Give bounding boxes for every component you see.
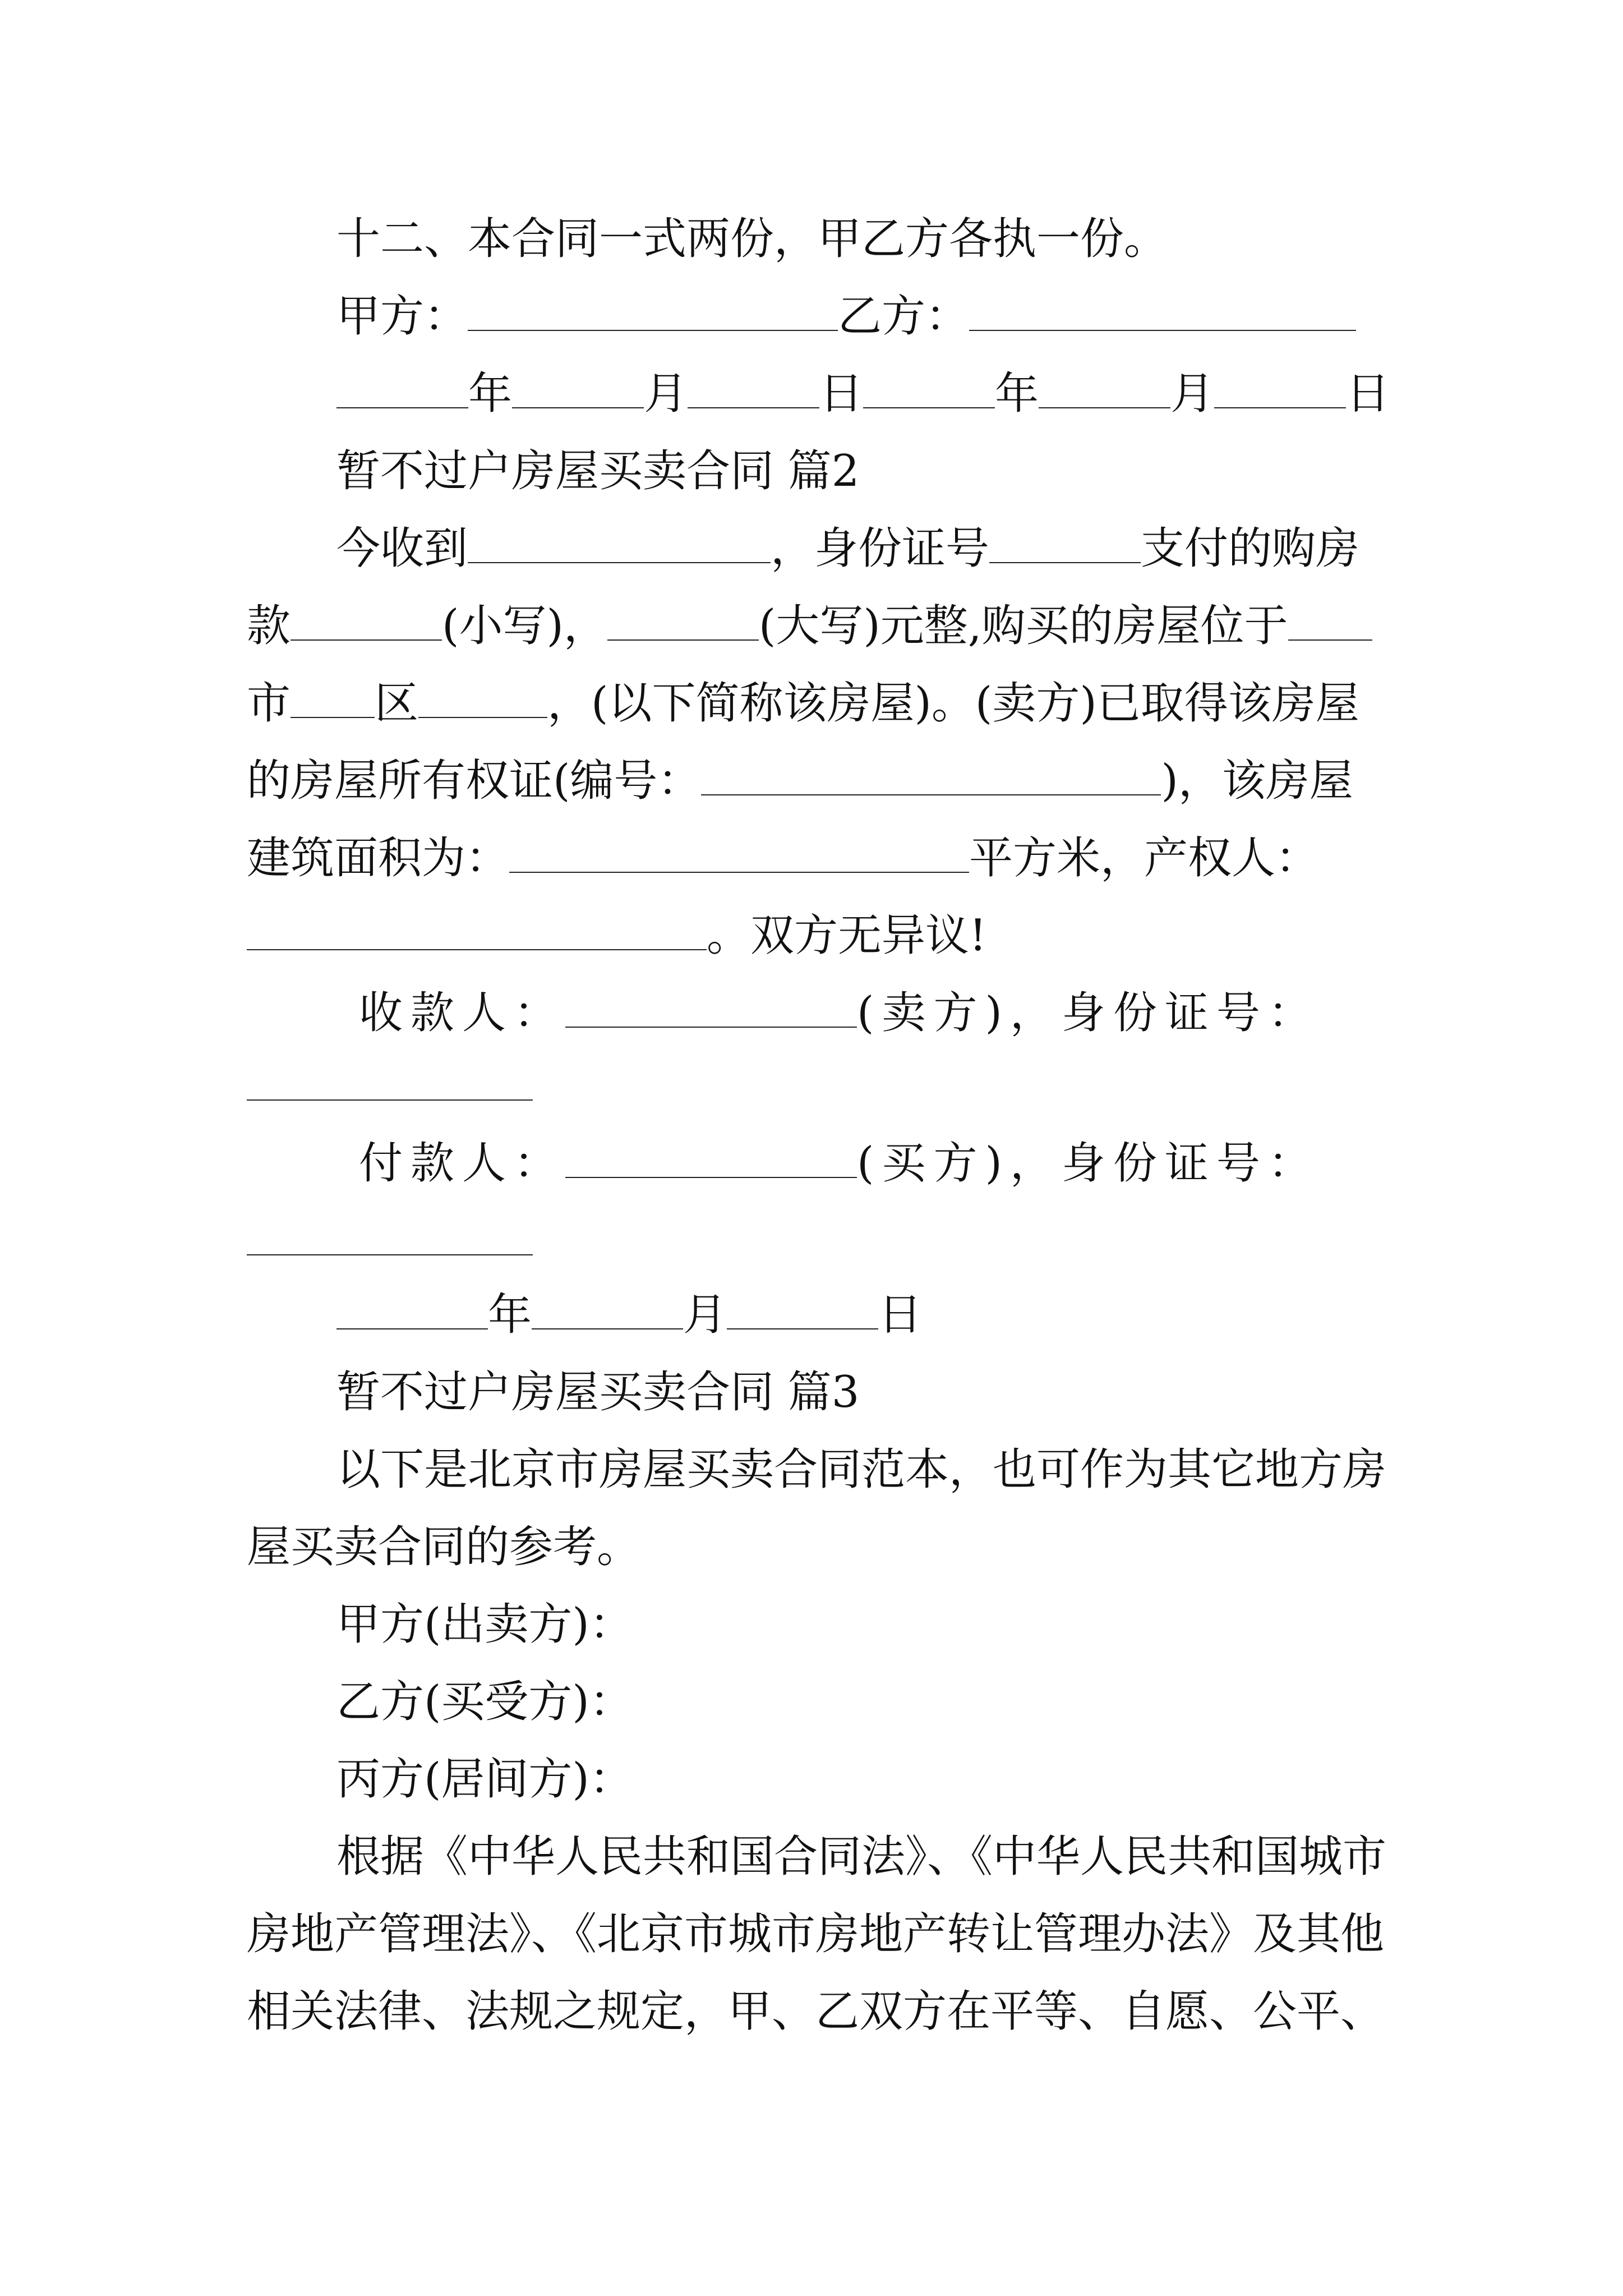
certificate-number-blank[interactable] <box>701 755 1161 795</box>
date-a-day-label: 日 <box>819 369 864 419</box>
amount-lower-blank[interactable] <box>291 600 442 641</box>
date-b-day-blank[interactable] <box>1214 368 1346 408</box>
buyer-party-label: 乙方(买受方)： <box>336 1677 633 1727</box>
section-heading-2: 暂不过户房屋买卖合同 篇2 <box>336 446 860 496</box>
intro-line-1: 以下是北京市房屋买卖合同范本，也可作为其它地方房 <box>336 1444 1387 1495</box>
legal-basis-line-2: 房地产管理法》、《北京市城市房地产转让管理办法》及其他 <box>247 1909 1385 1959</box>
receipt-year-label: 年 <box>488 1290 532 1340</box>
receipt-line-2 <box>247 599 1372 653</box>
date-a-month-blank[interactable] <box>512 368 644 408</box>
agent-party-label: 丙方(居间方)： <box>336 1754 633 1805</box>
city-blank[interactable] <box>1288 600 1372 641</box>
receipt-month-label: 月 <box>683 1290 727 1340</box>
date-b-month-blank[interactable] <box>1039 368 1170 408</box>
property-clause: ，(以下简称该房屋)。(卖方)已取得该房屋 <box>547 678 1359 729</box>
date-b-year-label: 年 <box>995 369 1039 419</box>
party-a-blank[interactable] <box>468 291 838 331</box>
clause-12-text: 十二、本合同一式两份，甲乙方各执一份。 <box>336 214 1168 264</box>
date-a-day-blank[interactable] <box>688 368 819 408</box>
address-blank[interactable] <box>418 678 547 718</box>
payment-text: 支付的购房 <box>1141 523 1360 574</box>
receipt-day-blank[interactable] <box>727 1289 878 1329</box>
certificate-label: 的房屋所有权证(编号： <box>247 756 702 806</box>
id-number-label: ，身份证号 <box>771 523 990 574</box>
receipt-line-6 <box>247 909 986 963</box>
receipt-year-blank[interactable] <box>336 1289 488 1329</box>
receipt-line-1 <box>336 522 1359 576</box>
legal-basis-line-3: 相关法律、法规之规定，甲、乙双方在平等、自愿、公平、 <box>247 1986 1385 2037</box>
signature-date-line <box>336 367 1390 421</box>
district-name-blank[interactable] <box>291 678 375 718</box>
receipt-month-blank[interactable] <box>532 1289 683 1329</box>
intro-line-2: 屋买卖合同的参考。 <box>247 1522 641 1572</box>
receipt-day-label: 日 <box>878 1290 923 1340</box>
party-b-label: 乙方： <box>838 291 970 342</box>
payee-name-blank[interactable] <box>565 987 857 1028</box>
payer-line <box>359 1137 1320 1190</box>
receipt-line-4 <box>247 754 1353 808</box>
owner-label: 平方米，产权人： <box>969 833 1320 884</box>
receipt-line-3 <box>247 677 1359 730</box>
payer-label: 付款人： <box>359 1138 566 1189</box>
payee-id-blank[interactable] <box>247 1099 533 1101</box>
receipt-line-5 <box>247 831 1319 885</box>
payer-sign-blank[interactable] <box>565 1138 857 1178</box>
amount-lower-label: (小写)， <box>442 601 607 651</box>
amount-upper-blank[interactable] <box>607 600 759 641</box>
date-b-year-blank[interactable] <box>863 368 995 408</box>
date-a-month-label: 月 <box>644 369 688 419</box>
date-b-month-label: 月 <box>1170 369 1215 419</box>
date-a-year-label: 年 <box>468 369 513 419</box>
payer-buyer-id-label: (买方)，身份证号： <box>857 1138 1320 1189</box>
date-b-day-label: 日 <box>1346 369 1390 419</box>
legal-basis-line-1: 根据《中华人民共和国合同法》、《中华人民共和国城市 <box>336 1832 1387 1882</box>
receipt-date-line <box>336 1288 922 1342</box>
payment-label: 款 <box>247 601 291 651</box>
payer-name-blank[interactable] <box>468 523 771 563</box>
area-blank[interactable] <box>509 832 969 873</box>
receipt-intro: 今收到 <box>336 523 468 574</box>
payee-line <box>359 986 1320 1040</box>
party-b-blank[interactable] <box>969 291 1356 331</box>
party-a-label: 甲方： <box>336 291 468 342</box>
payer-id-line-blank[interactable] <box>247 1254 533 1255</box>
district-label: 区 <box>375 678 419 729</box>
payee-label: 收款人： <box>359 988 566 1038</box>
city-label: 市 <box>247 678 291 729</box>
seller-party-label: 甲方(出卖方)： <box>336 1599 633 1650</box>
section-heading-3: 暂不过户房屋买卖合同 篇3 <box>336 1367 860 1418</box>
payee-seller-id-label: (卖方)，身份证号： <box>857 988 1320 1038</box>
no-objection-text: 。双方无异议! <box>707 910 987 961</box>
owner-blank[interactable] <box>247 910 707 950</box>
payer-id-blank[interactable] <box>989 523 1141 563</box>
area-label: 建筑面积为： <box>247 833 510 884</box>
signature-line <box>336 289 1356 343</box>
certificate-close: )，该房屋 <box>1161 756 1353 806</box>
date-a-year-blank[interactable] <box>336 368 468 408</box>
amount-upper-label: (大写)元整,购买的房屋位于 <box>758 601 1288 651</box>
